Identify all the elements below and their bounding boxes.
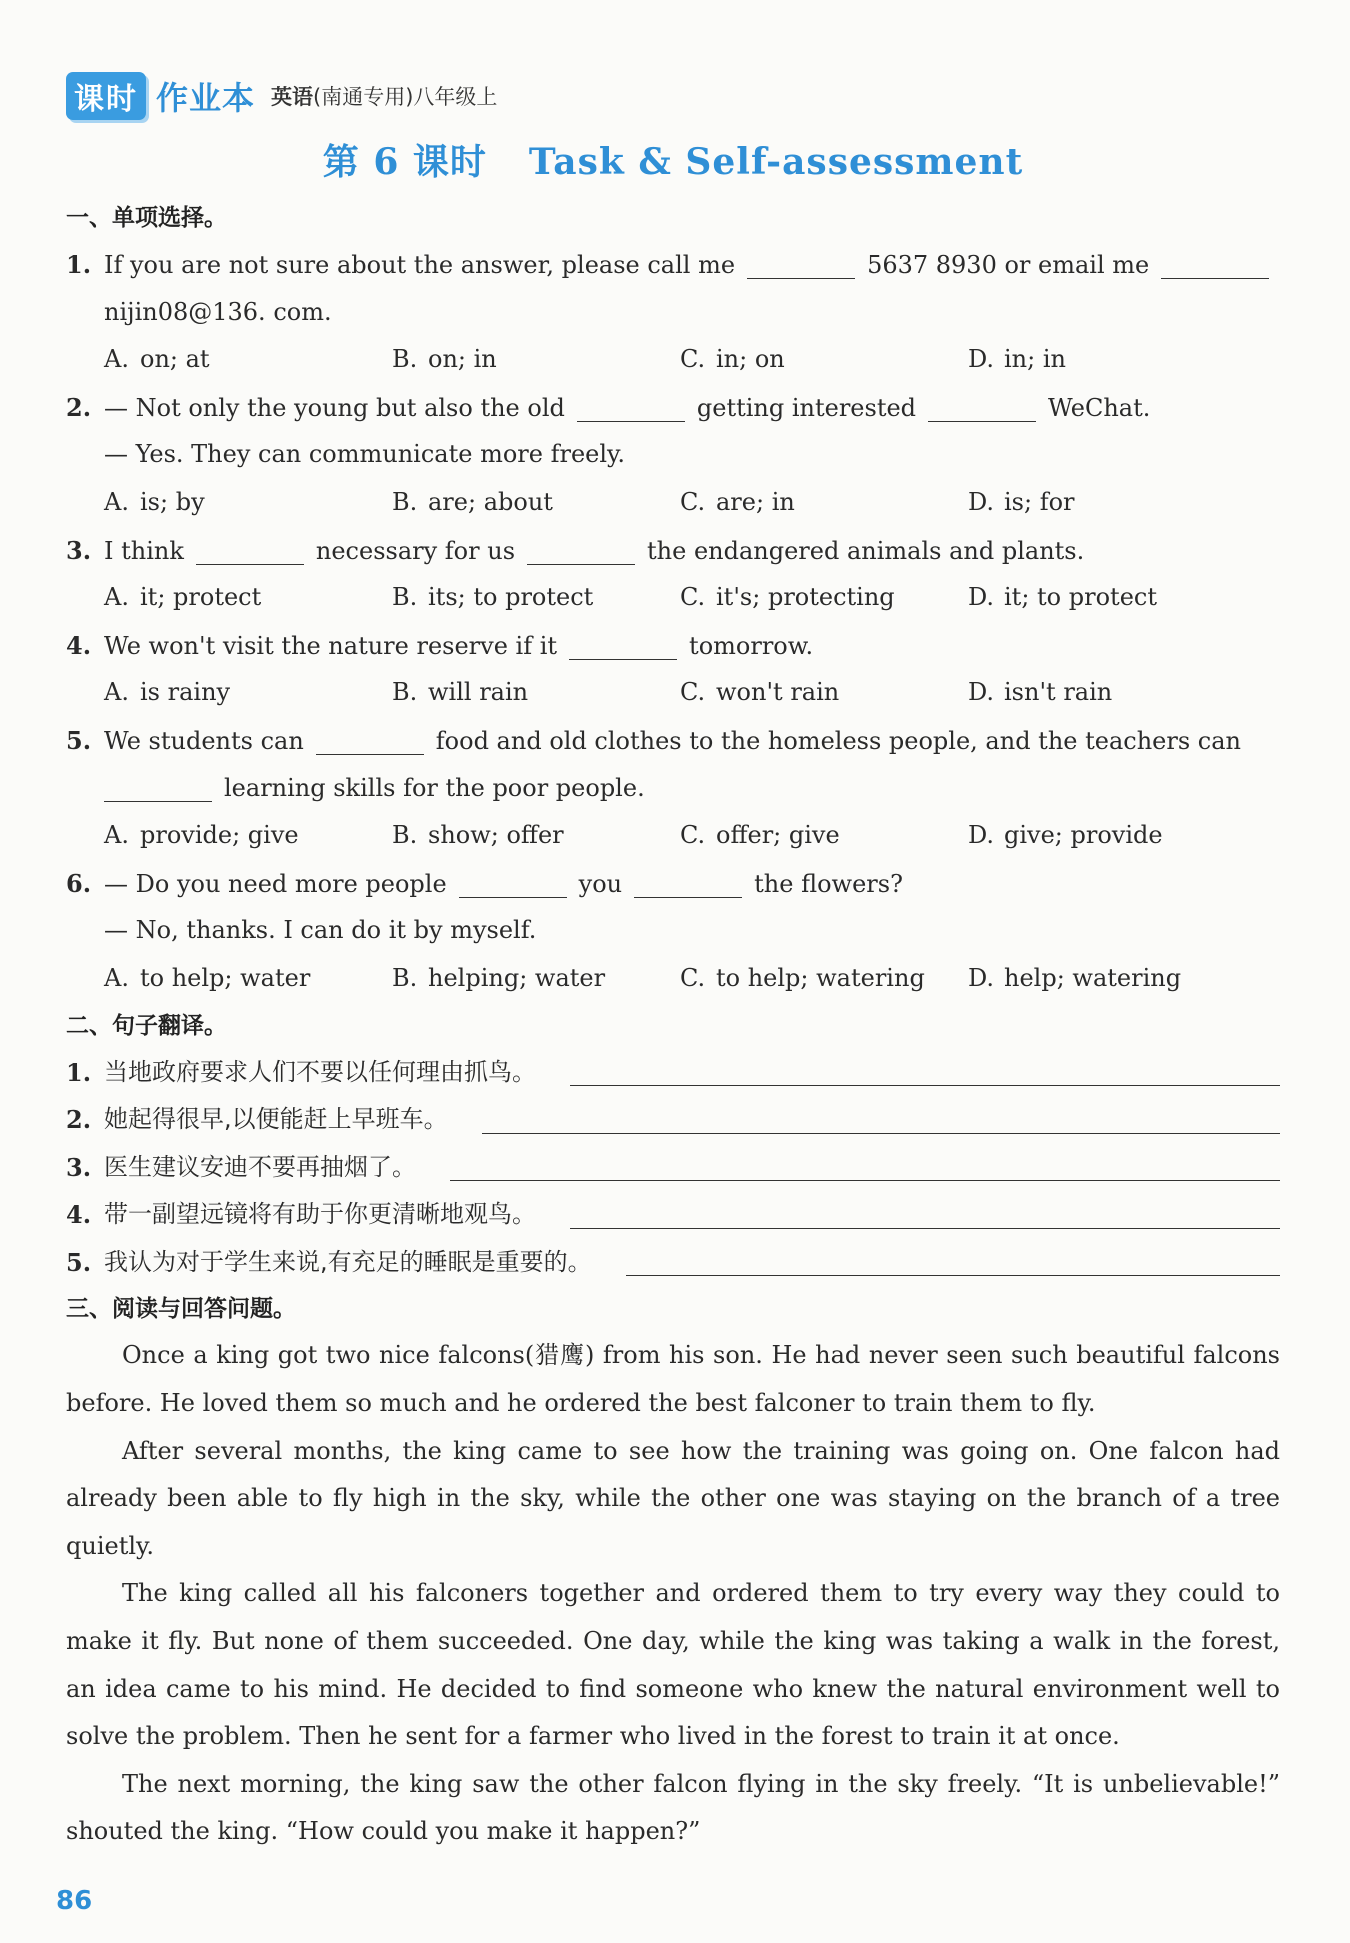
reading-paragraph-2: After several months, the king came to see how the training was going on. One falcon had already been able to fly high in the sky, while the other one was staying on the branch of a tree quietly. — [66, 1436, 1280, 1560]
logo-text: 作业本 — [156, 79, 256, 117]
option-c[interactable]: C. to help; watering — [680, 963, 925, 992]
option-a[interactable]: A. to help; water — [104, 963, 311, 992]
question-text: learning skills for the poor people. — [224, 773, 645, 802]
option-b[interactable]: B. its; to protect — [392, 583, 594, 612]
question-number: 3. — [66, 535, 92, 565]
option-b[interactable]: B. will rain — [392, 678, 529, 707]
question-text: you — [578, 869, 623, 898]
question-text: WeChat. — [1048, 393, 1151, 422]
answer-blank[interactable] — [459, 870, 567, 897]
option-d[interactable]: D. help; watering — [968, 963, 1182, 992]
question-text: tomorrow. — [689, 631, 814, 660]
section-heading-reading: 三、阅读与回答问题。 — [66, 1296, 296, 1323]
translation-prompt: 她起得很早,以便能赶上早班车。 — [104, 1105, 448, 1134]
reading-paragraph-3: The king called all his falconers together and ordered them to try every way they could to make it fly. But none of them succeeded. One day, while the king was taking a walk in the forest, an idea came to his mind. He decided to find someone who knew the natural environment well to solve the problem. Then he sent for a farmer who lived in the forest to train it at once. — [66, 1579, 1280, 1751]
question-5 — [66, 717, 1280, 860]
answer-line[interactable] — [570, 1085, 1280, 1086]
answer-blank[interactable] — [316, 728, 424, 755]
brand-logo — [66, 72, 255, 120]
answer-blank[interactable] — [928, 394, 1036, 421]
logo-box: 课时 — [66, 72, 146, 120]
question-text: — Do you need more people — [104, 869, 447, 898]
page-number: 86 — [56, 1886, 93, 1916]
question-text: 5637 8930 or email me — [867, 251, 1150, 279]
translation-prompt: 我认为对于学生来说,有充足的睡眠是重要的。 — [104, 1247, 592, 1276]
question-text: — Not only the young but also the old — [104, 393, 565, 422]
answer-blank[interactable] — [577, 394, 685, 421]
translation-item-5: 5. 我认为对于学生来说,有充足的睡眠是重要的。 — [66, 1239, 1280, 1287]
answer-blank[interactable] — [1161, 252, 1269, 279]
option-d[interactable]: D. give; provide — [968, 821, 1163, 850]
question-number: 1. — [66, 250, 92, 279]
answer-blank[interactable] — [747, 252, 855, 279]
question-text: — No, thanks. I can do it by myself. — [104, 916, 537, 945]
options-row — [66, 479, 1280, 527]
translation-prompt: 带一副望远镜将有助于你更清晰地观鸟。 — [104, 1200, 536, 1229]
option-d[interactable]: D. isn't rain — [968, 678, 1113, 707]
option-c[interactable]: C. it's; protecting — [680, 583, 895, 612]
question-number: 4. — [66, 630, 92, 660]
question-text: food and old clothes to the homeless people, and the teachers can — [435, 726, 1241, 755]
question-text: nijin08@136. com. — [104, 297, 332, 326]
translation-prompt: 医生建议安迪不要再抽烟了。 — [104, 1152, 416, 1181]
option-b[interactable]: B. show; offer — [392, 821, 564, 850]
options-row — [66, 669, 1280, 717]
option-d[interactable]: D. is; for — [968, 487, 1075, 516]
answer-blank[interactable] — [104, 774, 212, 801]
question-number: 2. — [66, 392, 92, 422]
option-a[interactable]: A. provide; give — [104, 821, 299, 850]
question-2 — [66, 384, 1280, 527]
question-text: We students can — [104, 726, 304, 755]
question-text: We won't visit the nature reserve if it — [104, 631, 558, 660]
page-title — [66, 134, 1280, 185]
answer-line[interactable] — [570, 1228, 1280, 1229]
option-a[interactable]: A. it; protect — [104, 583, 262, 612]
option-b[interactable]: B. on; in — [392, 345, 497, 374]
question-text: I think — [104, 536, 184, 565]
reading-paragraph-1: Once a king got two nice falcons(猎鹰) from his son. He had never seen such beautiful falcons before. He loved them so much and he ordered the best falconer to train them to fly. — [66, 1341, 1280, 1418]
options-row — [66, 574, 1280, 622]
section-heading-translation: 二、句子翻译。 — [66, 1012, 227, 1039]
option-a[interactable]: A. is rainy — [104, 678, 231, 707]
translation-prompt: 当地政府要求人们不要以任何理由抓鸟。 — [104, 1057, 536, 1086]
answer-line[interactable] — [482, 1133, 1280, 1134]
option-a[interactable]: A. is; by — [104, 487, 205, 516]
question-text: the endangered animals and plants. — [647, 536, 1085, 565]
option-a[interactable]: A. on; at — [104, 345, 210, 374]
section-heading-choice: 一、单项选择。 — [66, 205, 227, 231]
question-text: necessary for us — [315, 536, 516, 565]
question-text: — Yes. They can communicate more freely. — [104, 440, 626, 469]
option-b[interactable]: B. helping; water — [392, 963, 606, 992]
subject-name: 英语 — [271, 85, 314, 109]
option-d[interactable]: D. it; to protect — [968, 583, 1157, 612]
option-b[interactable]: B. are; about — [392, 487, 553, 516]
question-6 — [66, 860, 1280, 1003]
question-number: 5. — [66, 725, 92, 755]
question-text: getting interested — [696, 393, 917, 422]
subject-grade: (南通专用)八年级上 — [313, 85, 498, 109]
lesson-number: 第 6 课时 — [322, 141, 487, 183]
answer-blank[interactable] — [569, 632, 677, 659]
answer-blank[interactable] — [527, 537, 635, 564]
options-row — [66, 336, 1280, 384]
answer-blank[interactable] — [196, 537, 304, 564]
translation-item-2: 2. 她起得很早,以便能赶上早班车。 — [66, 1096, 1280, 1144]
page-header — [66, 72, 1280, 120]
question-text: If you are not sure about the answer, please call me — [104, 251, 736, 279]
subject-label — [271, 81, 497, 111]
question-number: 6. — [66, 868, 92, 898]
reading-paragraph-4: The next morning, the king saw the other falcon flying in the sky freely. “It is unbelievable!” shouted the king. “How could you make it happen?” — [66, 1769, 1280, 1846]
answer-blank[interactable] — [634, 870, 742, 897]
translation-item-1: 1. 当地政府要求人们不要以任何理由抓鸟。 — [66, 1049, 1280, 1097]
question-1 — [66, 241, 1280, 384]
option-c[interactable]: C. won't rain — [680, 678, 840, 707]
question-3 — [66, 527, 1280, 622]
options-row — [66, 955, 1280, 1003]
option-d[interactable]: D. in; in — [968, 345, 1066, 374]
answer-line[interactable] — [450, 1180, 1280, 1181]
option-c[interactable]: C. in; on — [680, 345, 785, 374]
options-row — [66, 812, 1280, 860]
translation-item-3: 3. 医生建议安迪不要再抽烟了。 — [66, 1144, 1280, 1192]
option-c[interactable]: C. are; in — [680, 487, 795, 516]
lesson-topic: Task & Self-assessment — [528, 141, 1024, 183]
question-text: the flowers? — [754, 869, 903, 898]
translation-item-4: 4. 带一副望远镜将有助于你更清晰地观鸟。 — [66, 1191, 1280, 1239]
answer-line[interactable] — [626, 1275, 1280, 1276]
option-c[interactable]: C. offer; give — [680, 821, 840, 850]
question-4 — [66, 622, 1280, 717]
